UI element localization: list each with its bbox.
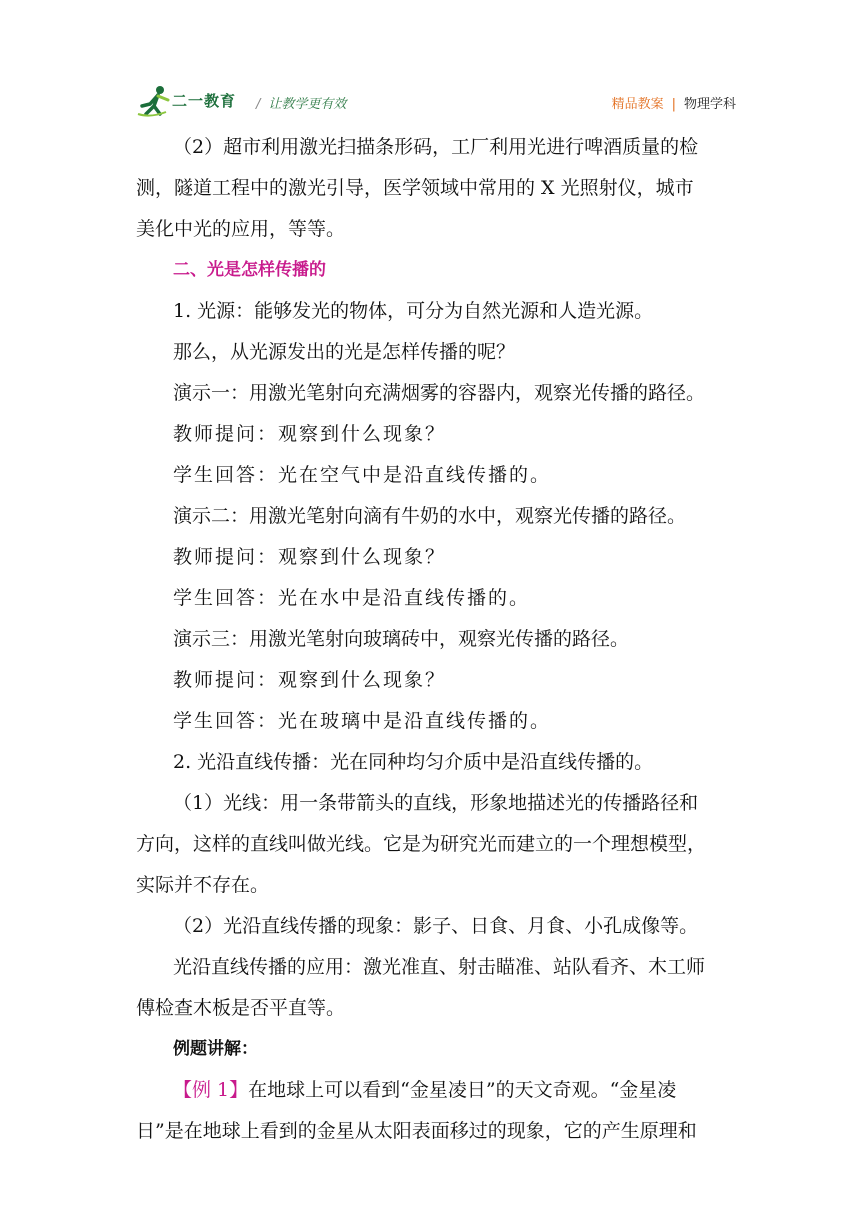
example-line	[173, 1070, 743, 1111]
paragraph-line: 那么，从光源发出的光是怎样传播的呢？	[173, 341, 516, 363]
paragraph-line: 光沿直线传播的应用：激光准直、射击瞄准、站队看齐、木工师	[173, 956, 706, 978]
paragraph-line: 傅检查木板是否平直等。	[136, 997, 346, 1019]
subject-tag	[612, 93, 736, 112]
demo-line: 演示二：用激光笔射向滴有牛奶的水中，观察光传播的路径。	[173, 505, 687, 527]
running-figure-icon	[136, 84, 176, 120]
demo-line: 演示三：用激光笔射向玻璃砖中，观察光传播的路径。	[173, 628, 630, 650]
paragraph-line: 美化中光的应用，等等。	[136, 218, 346, 240]
page-header	[136, 84, 736, 120]
demo-line: 演示一：用激光笔射向充满烟雾的容器内，观察光传播的路径。	[173, 382, 706, 404]
teacher-question: 教师提问：观察到什么现象？	[173, 546, 447, 568]
paragraph-line: 方向，这样的直线叫做光线。它是为研究光而建立的一个理想模型，	[136, 833, 707, 855]
student-answer: 学生回答：光在玻璃中是沿直线传播的。	[173, 710, 552, 732]
tag-separator: |	[671, 97, 676, 112]
teacher-question: 教师提问：观察到什么现象？	[173, 669, 447, 691]
tag-category: 精品教案	[611, 97, 664, 112]
section-heading: 二、光是怎样传播的	[173, 260, 326, 280]
slogan-text: 让教学更有效	[268, 97, 347, 112]
logo	[136, 84, 256, 120]
student-answer: 学生回答：光在空气中是沿直线传播的。	[173, 464, 552, 486]
paragraph-line: 实际并不存在。	[136, 874, 270, 896]
student-answer: 学生回答：光在水中是沿直线传播的。	[173, 587, 531, 609]
slogan-slash: /	[256, 97, 261, 112]
paragraph-line: 测，隧道工程中的激光引导，医学领域中常用的 X 光照射仪，城市	[136, 177, 694, 199]
example-text: 在地球上可以看到“金星凌日”的天文奇观。“金星凌	[248, 1079, 677, 1101]
paragraph-line: （2）超市利用激光扫描条形码，工厂利用光进行啤酒质量的检	[173, 136, 699, 158]
tag-subject: 物理学科	[683, 97, 736, 112]
example-line: 日”是在地球上看到的金星从太阳表面移过的现象，它的产生原理和	[136, 1120, 697, 1142]
paragraph-line: 2. 光沿直线传播：光在同种均匀介质中是沿直线传播的。	[173, 751, 654, 773]
paragraph-line: （2）光沿直线传播的现象：影子、日食、月食、小孔成像等。	[173, 915, 699, 937]
example-title: 例题讲解：	[173, 1039, 258, 1059]
example-mark: 【例 1】	[173, 1079, 249, 1101]
paragraph-line: （1）光线：用一条带箭头的直线，形象地描述光的传播路径和	[173, 792, 699, 814]
paragraph-line: 1. 光源：能够发光的物体，可分为自然光源和人造光源。	[173, 300, 654, 322]
logo-text: 二一教育	[172, 92, 237, 110]
teacher-question: 教师提问：观察到什么现象？	[173, 423, 447, 445]
document-body	[136, 127, 743, 1152]
slogan	[256, 93, 346, 112]
